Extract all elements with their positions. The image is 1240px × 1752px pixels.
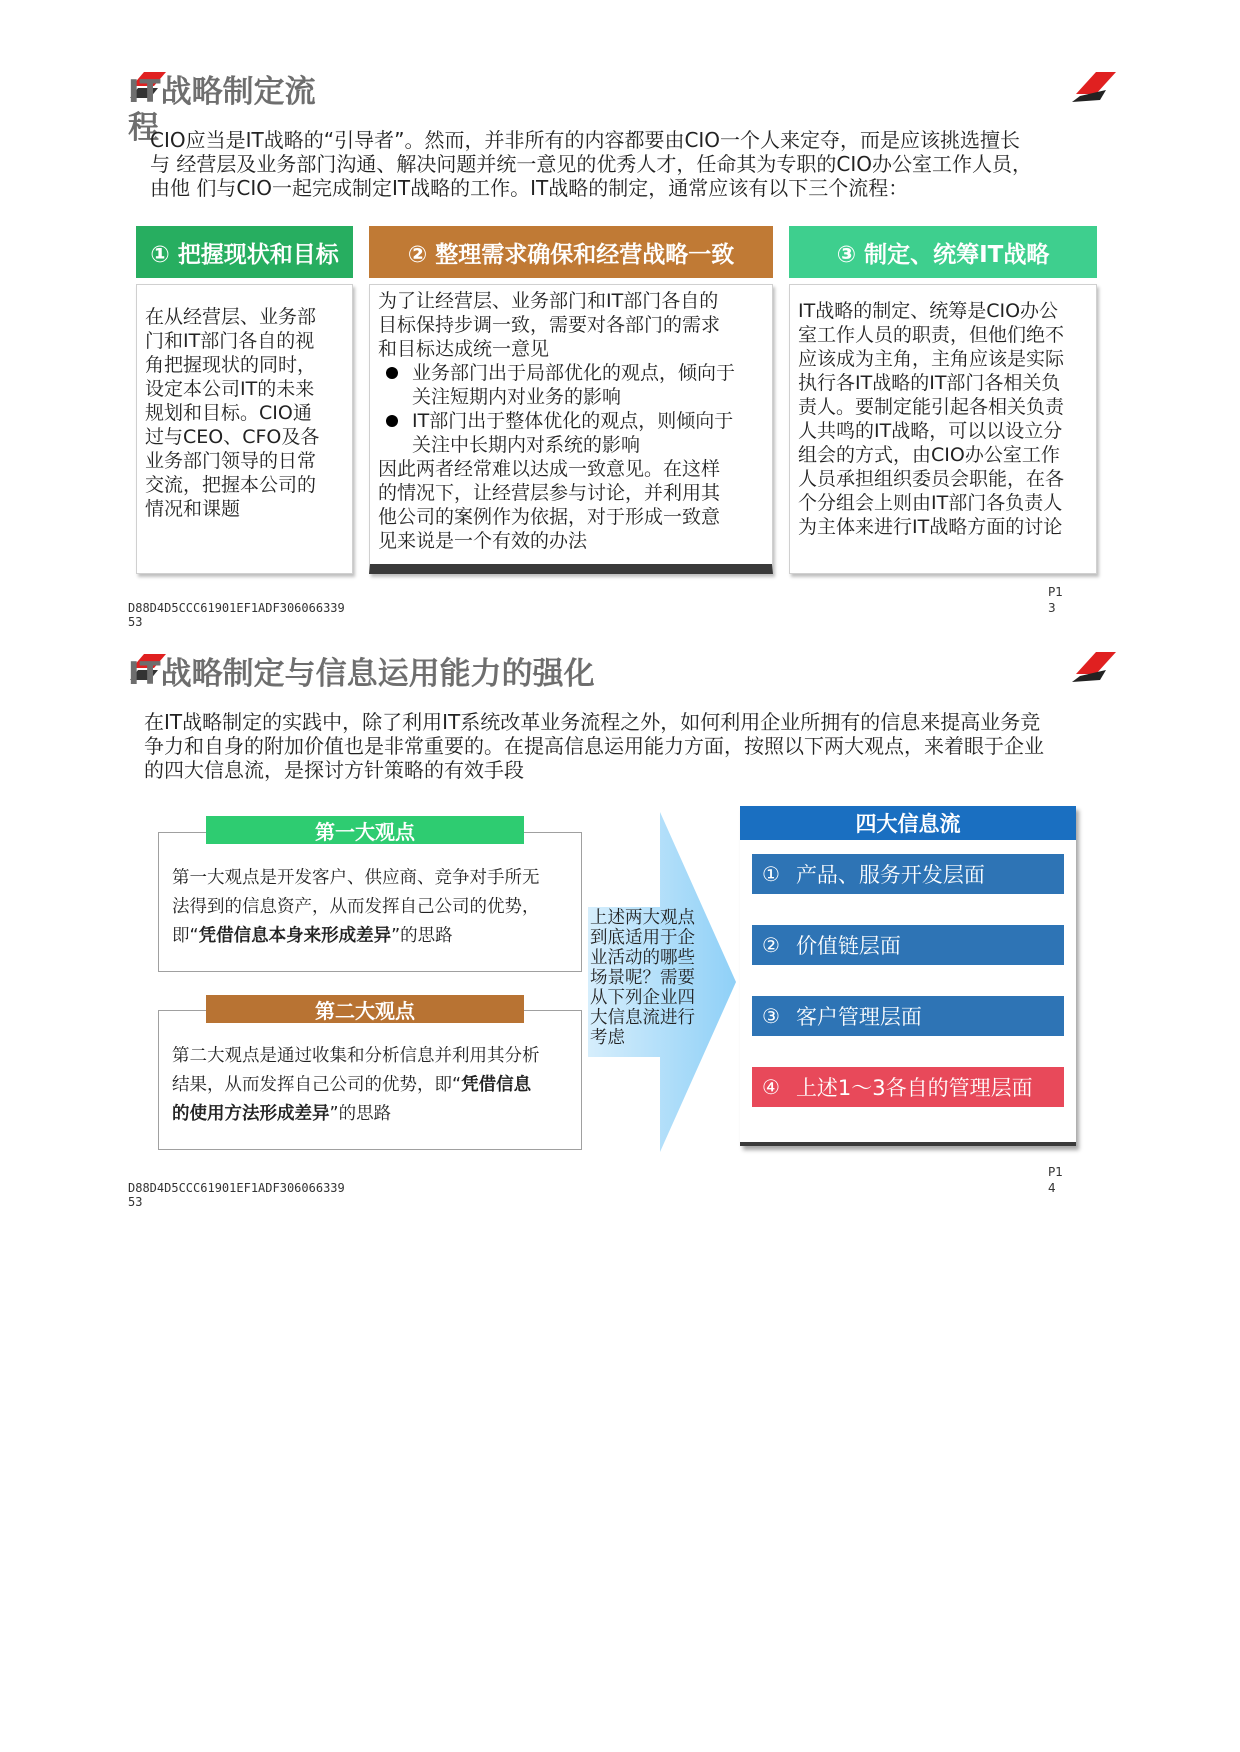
document-code-tail: 53 <box>128 1195 143 1209</box>
bullet-item <box>378 361 762 409</box>
step-2-text <box>378 289 762 553</box>
flow-item-4 <box>752 1067 1064 1107</box>
text-line: 业务部门出于局部优化的观点，倾向于 <box>412 362 736 384</box>
flow-number: ② <box>762 933 780 957</box>
page-2 <box>0 640 1240 1209</box>
step-3-text <box>798 299 1090 539</box>
page-number <box>1048 584 1063 616</box>
text-line <box>172 1071 572 1100</box>
text-fragment: ”的思路 <box>329 1104 392 1124</box>
page-number-line: 3 <box>1048 601 1056 615</box>
page-number <box>1048 1164 1063 1196</box>
step-2-body <box>369 284 773 574</box>
flow-number: ④ <box>762 1075 780 1099</box>
text-line: 执行各IT战略的IT部门各相关负 <box>798 372 1061 394</box>
flow-item-1 <box>752 854 1064 894</box>
page-title: IT战略制定流程 <box>128 74 316 146</box>
text-line: 场景呢？需要 <box>590 968 695 988</box>
text-line: 设定本公司IT的未来 <box>145 378 315 400</box>
flow-item-2 <box>752 925 1064 965</box>
text-line: 目标保持步调一致，需要对各部门的需求 <box>378 314 721 336</box>
text-line: 因此两者经常难以达成一致意见。在这样 <box>378 458 721 480</box>
bullet-icon <box>386 367 398 379</box>
page-title: IT战略制定与信息运用能力的强化 <box>128 656 595 692</box>
text-line <box>172 922 572 951</box>
view-1-heading: 第一大观点 <box>206 816 524 844</box>
step-3-body <box>789 284 1097 574</box>
text-line: 规划和目标。CIO通 <box>145 402 312 424</box>
text-line: 从下列企业四 <box>590 988 695 1008</box>
intro-line: CIO应当是IT战略的“引导者”。然而，并非所有的内容都要由CIO一个人来定夺，而是应该挑选擅长 <box>150 128 1021 152</box>
text-line: 的情况下，让经营层参与讨论，并利用其 <box>378 482 721 504</box>
text-line: 角把握现状的同时， <box>145 354 317 376</box>
text-line: 大信息流进行 <box>590 1008 695 1028</box>
flows-title: 四大信息流 <box>740 806 1076 840</box>
text-line: IT战略的制定、统筹是CIO办公 <box>798 300 1059 322</box>
text-line: 到底适用于企 <box>590 928 695 948</box>
flow-label: 价值链层面 <box>795 934 901 958</box>
intro-line: 争力和自身的附加价值也是非常重要的。在提高信息运用能力方面，按照以下两大观点，来着眼于企业 <box>144 734 1044 758</box>
text-line: 为了让经营层、业务部门和IT部门各自的 <box>378 290 719 312</box>
bullet-item <box>378 409 762 457</box>
emphasis-text: 凭借信息 <box>461 1075 532 1095</box>
emphasis-text: 的使用方法形成差异 <box>172 1104 330 1124</box>
text-line: 责人。要制定能引起各相关负责 <box>798 396 1065 418</box>
text-line: 门和IT部门各自的视 <box>145 330 315 352</box>
view-2-text <box>172 1042 572 1129</box>
text-line: 情况和课题 <box>145 498 241 520</box>
text-line: 组会的方式，由CIO办公室工作 <box>798 444 1060 466</box>
brand-logo-right-icon <box>1066 650 1118 684</box>
page-number-line: 4 <box>1048 1181 1056 1195</box>
step-2-heading: ② 整理需求确保和经营战略一致 <box>369 226 773 278</box>
bullet-icon <box>386 415 398 427</box>
intro-line: 在IT战略制定的实践中，除了利用IT系统改革业务流程之外，如何利用企业所拥有的信息来提高业务竞 <box>144 710 1041 734</box>
page-number-line: P1 <box>1048 1165 1063 1179</box>
text-line <box>172 1100 572 1129</box>
flow-label: 客户管理层面 <box>795 1005 922 1029</box>
text-line: 过与CEO、CFO及各 <box>145 426 320 448</box>
text-line: 和目标达成统一意见 <box>378 338 550 360</box>
page-number-line: P1 <box>1048 585 1063 599</box>
text-line: 人共鸣的IT战略，可以以设立分 <box>798 420 1063 442</box>
text-line: 他公司的案例作为依据，对于形成一致意 <box>378 506 721 528</box>
intro-line: 的四大信息流，是探讨方针策略的有效手段 <box>144 758 524 782</box>
intro-line: 由他 们与CIO一起完成制定IT战略的工作。IT战略的制定，通常应该有以下三个流程： <box>150 176 909 200</box>
brand-logo-right-icon <box>1066 70 1118 104</box>
text-line: 业务部门领导的日常 <box>145 450 317 472</box>
step-3-heading: ③ 制定、统筹IT战略 <box>789 226 1097 278</box>
text-fragment: ”的思路 <box>391 926 453 946</box>
step-1-heading: ① 把握现状和目标 <box>136 226 353 278</box>
intro-text <box>150 128 1100 200</box>
text-line: 人员承担组织委员会职能，在各 <box>798 468 1065 490</box>
step-1-text <box>145 305 344 521</box>
text-line: 应该成为主角，主角应该是实际 <box>798 348 1065 370</box>
text-line: 业活动的哪些 <box>590 948 695 968</box>
arrow-text <box>590 908 720 1048</box>
text-line: 见来说是一个有效的办法 <box>378 530 588 552</box>
flow-number: ① <box>762 862 780 886</box>
page-1 <box>0 0 1240 629</box>
text-line: 室工作人员的职责，但他们绝不 <box>798 324 1065 346</box>
text-line: 个分组会上则由IT部门各负责人 <box>798 492 1063 514</box>
text-line: 法得到的信息资产，从而发挥自己公司的优势， <box>172 897 540 917</box>
text-line: 为主体来进行IT战略方面的讨论 <box>798 516 1063 538</box>
text-line: 上述两大观点 <box>590 908 695 928</box>
text-line: 关注中长期内对系统的影响 <box>412 434 641 456</box>
text-line: 第一大观点是开发客户、供应商、竞争对手所无 <box>172 868 540 888</box>
emphasis-text: 凭借信息本身来形成差异 <box>198 926 392 946</box>
text-fragment: 结果，从而发挥自己公司的优势，即“ <box>172 1075 462 1095</box>
flow-item-3 <box>752 996 1064 1036</box>
text-line: IT部门出于整体优化的观点，则倾向于 <box>412 410 734 432</box>
intro-text <box>144 710 1094 782</box>
document-code-tail: 53 <box>128 615 143 629</box>
view-1-text <box>172 864 572 951</box>
text-line: 考虑 <box>590 1028 625 1048</box>
text-fragment: 即“ <box>172 926 199 946</box>
text-line: 关注短期内对业务的影响 <box>412 386 622 408</box>
flow-label: 产品、服务开发层面 <box>795 863 985 887</box>
text-line: 第二大观点是通过收集和分析信息并利用其分析 <box>172 1046 540 1066</box>
view-2-heading: 第二大观点 <box>206 995 524 1023</box>
text-line: 交流，把握本公司的 <box>145 474 317 496</box>
flow-number: ③ <box>762 1004 780 1028</box>
document-code: D88D4D5CCC61901EF1ADF306066339 <box>128 601 345 615</box>
intro-line: 与 经营层及业务部门沟通、解决问题并统一意见的优秀人才，任命其为专职的CIO办公室工作人员， <box>150 152 1032 176</box>
step-1-body <box>136 284 353 574</box>
document-code: D88D4D5CCC61901EF1ADF306066339 <box>128 1181 345 1195</box>
flow-label: 上述1～3各自的管理层面 <box>795 1076 1033 1100</box>
text-line: 在从经营层、业务部 <box>145 306 317 328</box>
